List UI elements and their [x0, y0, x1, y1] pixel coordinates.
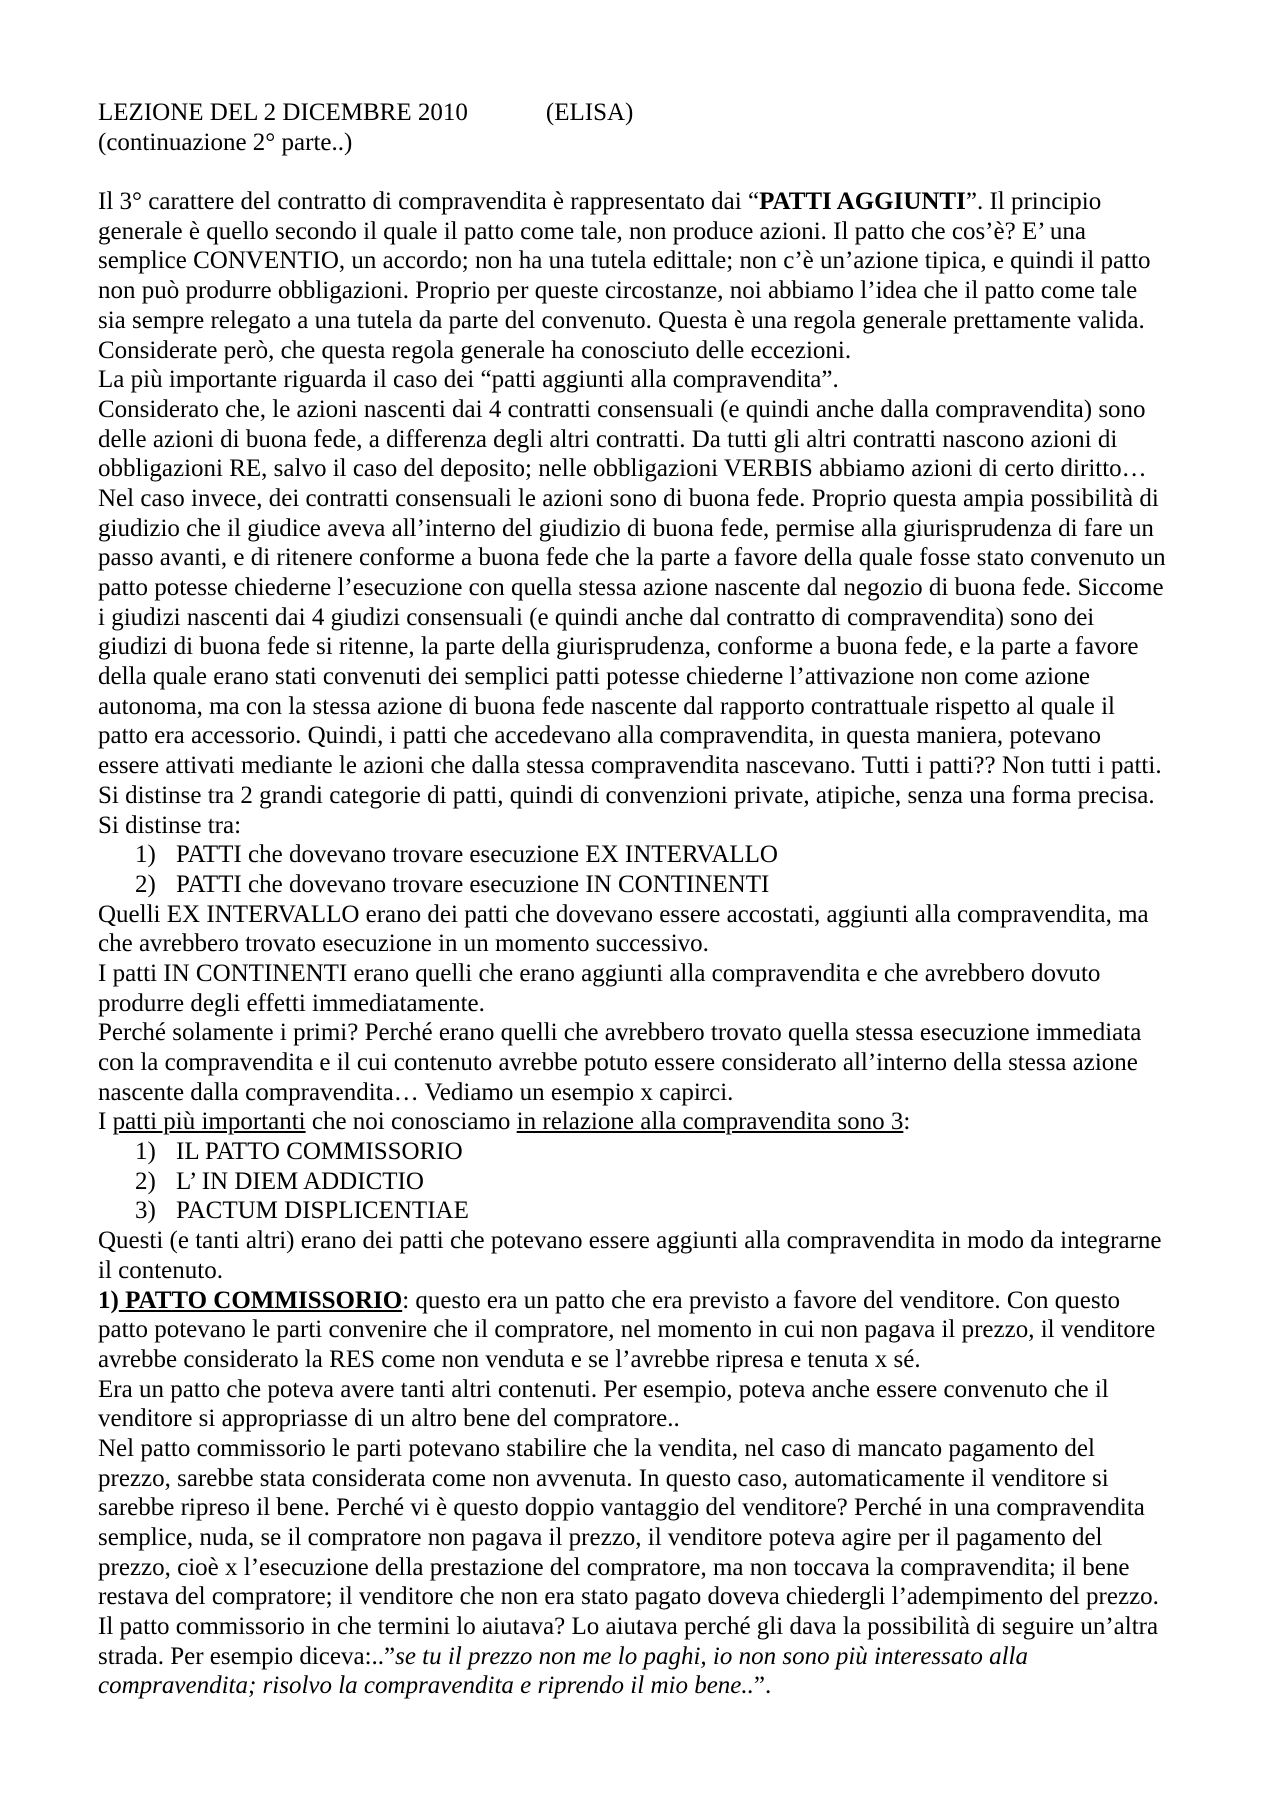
text-segment: se tu il prezzo non me lo paghi, io non sono più interessato alla	[395, 1642, 1028, 1670]
text-segment: autonoma, ma con la stessa azione di buona fede nascente dal rapporto contrattuale rispetto al quale il	[98, 692, 1115, 720]
text-segment: prezzo, cioè x l’esecuzione della prestazione del compratore, ma non toccava la compravendita; il bene	[98, 1553, 1130, 1581]
text-segment: ”.	[753, 1672, 772, 1700]
text-segment: Si distinse tra:	[98, 811, 242, 839]
text-segment: restava del compratore; il venditore che non era stato pagato doveva chiedergli l’adempimento del prezzo.	[98, 1583, 1159, 1611]
text-segment: giudizi di buona fede si ritenne, la parte della giurisprudenza, conforme a buona fede, e la parte a favore	[98, 633, 1139, 661]
text-segment: ”. Il principio	[965, 188, 1102, 216]
text-line	[98, 98, 1218, 128]
text-segment: sarebbe ripreso il bene. Perché vi è questo doppio vantaggio del venditore? Perché in una compravendita	[98, 1494, 1145, 1522]
text-line	[98, 721, 1218, 751]
text-segment: che noi conosciamo	[305, 1108, 517, 1136]
text-segment: in relazione alla compravendita sono 3	[516, 1108, 904, 1136]
text-line	[98, 128, 1218, 158]
list-text: PACTUM DISPLICENTIAE	[176, 1197, 469, 1225]
text-line	[98, 1018, 1218, 1048]
text-line	[98, 306, 1218, 336]
text-line	[98, 454, 1218, 484]
text-segment: Questi (e tanti altri) erano dei patti che potevano essere aggiunti alla compravendita in modo da integrarne	[98, 1227, 1162, 1255]
text-line	[98, 603, 1218, 633]
list-number: 2)	[135, 1167, 156, 1195]
text-line	[98, 1434, 1218, 1464]
text-segment: generale è quello secondo il quale il patto come tale, non produce azioni. Il patto che cos’è? E’ una	[98, 217, 1087, 245]
text-segment: strada. Per esempio diceva:..”	[98, 1642, 396, 1670]
text-line	[98, 573, 1218, 603]
text-line	[98, 692, 1218, 722]
text-segment: passo avanti, e di ritenere conforme a buona fede che la parte a favore della quale fosse stato convenuto un	[98, 544, 1166, 572]
text-segment: sia sempre relegato a una tutela da parte del convenuto. Questa è una regola generale prettamente valida.	[98, 306, 1145, 334]
text-line	[98, 1345, 1218, 1375]
text-line	[98, 1048, 1218, 1078]
text-line	[98, 1286, 1218, 1316]
text-segment: semplice, nuda, se il compratore non pagava il prezzo, il venditore poteva agire per il pagamento del	[98, 1524, 1103, 1551]
text-segment: Nel patto commissorio le parti potevano stabilire che la vendita, nel caso di mancato pagamento del	[98, 1434, 1095, 1462]
list-text: PATTI che dovevano trovare esecuzione IN CONTINENTI	[176, 870, 770, 898]
text-segment: (ELISA)	[545, 99, 634, 126]
text-segment: I patti IN CONTINENTI erano quelli che erano aggiunti alla compravendita e che avrebbero dovuto	[98, 959, 1101, 987]
text-segment: : questo era un patto che era previsto a favore del venditore. Con questo	[402, 1286, 1121, 1314]
text-segment: con la compravendita e il cui contenuto avrebbe potuto essere considerato all’interno della stessa azione	[98, 1049, 1138, 1076]
text-line	[98, 1582, 1218, 1612]
text-line	[98, 1315, 1218, 1345]
list-item	[98, 840, 1218, 870]
text-segment: Il patto commissorio in che termini lo aiutava? Lo aiutava perché gli dava la possibilità di seguire un’altra	[98, 1613, 1159, 1641]
text-line	[98, 157, 1218, 187]
list-text: IL PATTO COMMISSORIO	[176, 1138, 463, 1166]
text-line	[98, 1107, 1218, 1137]
text-segment: nascente dalla compravendita… Vediamo un esempio x capirci.	[98, 1078, 734, 1106]
list-item	[98, 1167, 1218, 1197]
text-line	[98, 959, 1218, 989]
list-number: 1)	[135, 1138, 156, 1166]
text-segment: avrebbe considerato la RES come non venduta e se l’avrebbe ripresa e tenuta x sé.	[98, 1345, 921, 1373]
text-line	[98, 1642, 1218, 1672]
list-item	[98, 870, 1218, 900]
text-line	[98, 632, 1218, 662]
text-line	[98, 484, 1218, 514]
text-line	[98, 1493, 1218, 1523]
text-line	[98, 246, 1218, 276]
text-line	[98, 365, 1218, 395]
text-line	[98, 1078, 1218, 1108]
text-line	[98, 543, 1218, 573]
text-line	[98, 1671, 1218, 1701]
list-item	[98, 1196, 1218, 1226]
text-line	[98, 751, 1218, 781]
text-line	[98, 1612, 1218, 1642]
text-segment: non può produrre obbligazioni. Proprio per queste circostanze, noi abbiamo l’idea che il patto come tale	[98, 277, 1138, 305]
text-segment: patti più importanti	[112, 1108, 306, 1136]
text-segment: che avrebbero trovato esecuzione in un momento successivo.	[98, 930, 709, 958]
text-segment: patto potevano le parti convenire che il compratore, nel momento in cui non pagava il prezzo, il venditore	[98, 1316, 1156, 1344]
text-segment: Si distinse tra 2 grandi categorie di patti, quindi di convenzioni private, atipiche, senza una forma precisa.	[98, 781, 1155, 809]
text-line	[98, 811, 1218, 841]
text-line	[98, 1226, 1218, 1256]
text-line	[98, 187, 1218, 217]
text-segment: venditore si appropriasse di un altro bene del compratore..	[98, 1405, 680, 1433]
text-segment: :	[903, 1108, 911, 1136]
text-segment: i giudizi nascenti dai 4 giudizi consensuali (e quindi anche dal contratto di compravendita) sono dei	[98, 603, 1095, 631]
list-item	[98, 1137, 1218, 1167]
text-segment: essere attivati mediante le azioni che dalla stessa compravendita nascevano. Tutti i patti?? Non tutti i patti.	[98, 752, 1162, 780]
text-line	[98, 217, 1218, 247]
text-segment: prezzo, sarebbe stata considerata come non avvenuta. In questo caso, automaticamente il venditore si	[98, 1464, 1109, 1492]
text-segment: Il 3° carattere del contratto di compravendita è rappresentato dai “	[98, 188, 760, 216]
list-number: 2)	[135, 870, 156, 898]
text-segment: obbligazioni RE, salvo il caso del deposito; nelle obbligazioni VERBIS abbiamo azioni di certo diritto…	[98, 455, 1147, 483]
text-line	[98, 1404, 1218, 1434]
text-line	[98, 1523, 1218, 1553]
text-segment: patto era accessorio. Quindi, i patti che accedevano alla compravendita, in questa maniera, potevano	[98, 722, 1102, 750]
text-line	[98, 662, 1218, 692]
list-text: PATTI che dovevano trovare esecuzione EX INTERVALLO	[176, 841, 778, 869]
text-segment: LEZIONE DEL 2 DICEMBRE 2010	[98, 99, 468, 126]
text-segment: 1)	[98, 1286, 119, 1314]
text-line	[98, 1553, 1218, 1583]
text-segment: compravendita; risolvo la compravendita e riprendo il mio bene..	[98, 1672, 754, 1700]
text-line	[98, 425, 1218, 455]
text-segment: Considerato che, le azioni nascenti dai 4 contratti consensuali (e quindi anche dalla compravendita) sono	[98, 395, 1146, 423]
text-segment: della quale erano stati convenuti dei semplici patti potesse chiederne l’attivazione non come azione	[98, 663, 1090, 691]
list-number: 3)	[135, 1197, 156, 1225]
text-segment: PATTI AGGIUNTI	[759, 188, 966, 216]
text-line	[98, 1256, 1218, 1286]
text-segment: semplice CONVENTIO, un accordo; non ha una tutela edittale; non c’è un’azione tipica, e quindi il patto	[98, 247, 1151, 275]
text-line	[98, 514, 1218, 544]
text-segment: giudizio che il giudice aveva all’interno del giudizio di buona fede, permise alla giurisprudenza di fare un	[98, 514, 1154, 542]
text-segment: patto potesse chiederne l’esecuzione con quella stessa azione nascente dal negozio di buona fede. Siccome	[98, 574, 1164, 601]
text-segment: Considerate però, che questa regola generale ha conosciuto delle eccezioni.	[98, 336, 852, 364]
text-line	[98, 989, 1218, 1019]
document-page	[98, 98, 1218, 1701]
text-line	[98, 336, 1218, 366]
text-segment: il contenuto.	[98, 1256, 223, 1284]
text-segment: I	[98, 1108, 113, 1136]
list-number: 1)	[135, 841, 156, 869]
text-segment: Quelli EX INTERVALLO erano dei patti che dovevano essere accostati, aggiunti alla compravendita, ma	[98, 900, 1149, 928]
text-line	[98, 900, 1218, 930]
text-segment: Era un patto che poteva avere tanti altri contenuti. Per esempio, poteva anche essere convenuto che il	[98, 1375, 1109, 1403]
text-line	[98, 1375, 1218, 1405]
text-line	[98, 395, 1218, 425]
text-line	[98, 276, 1218, 306]
text-line	[98, 781, 1218, 811]
text-segment: Nel caso invece, dei contratti consensuali le azioni sono di buona fede. Proprio questa ampia possibilità di	[98, 484, 1159, 512]
text-line	[98, 1464, 1218, 1494]
text-segment: La più importante riguarda il caso dei “patti aggiunti alla compravendita”.	[98, 366, 839, 394]
list-text: L’ IN DIEM ADDICTIO	[176, 1167, 424, 1195]
text-segment: produrre degli effetti immediatamente.	[98, 989, 485, 1017]
text-segment: delle azioni di buona fede, a differenza degli altri contratti. Da tutti gli altri contratti nascono azioni di	[98, 425, 1118, 453]
text-line	[98, 929, 1218, 959]
text-segment: PATTO COMMISSORIO	[118, 1286, 403, 1314]
text-segment: (continuazione 2° parte..)	[98, 128, 353, 156]
text-segment: Perché solamente i primi? Perché erano quelli che avrebbero trovato quella stessa esecuzione immediata	[98, 1019, 1142, 1047]
